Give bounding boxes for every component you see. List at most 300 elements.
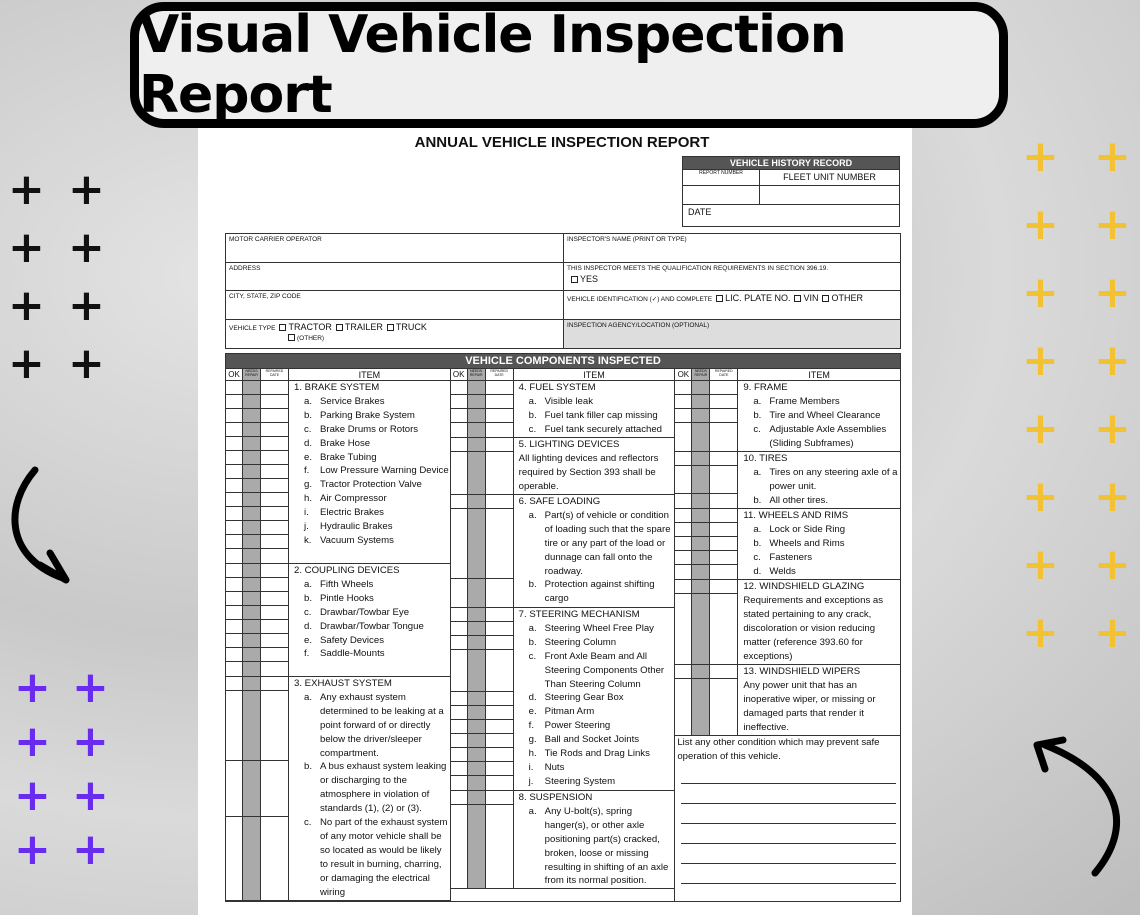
plus-icon: + (1022, 539, 1059, 590)
repaired-date-field[interactable] (486, 791, 514, 804)
needs-repair-checkbox[interactable] (243, 606, 261, 619)
check-row (451, 734, 514, 748)
ok-checkbox[interactable] (451, 509, 468, 578)
repaired-date-field[interactable] (486, 452, 514, 494)
needs-repair-checkbox[interactable] (243, 578, 261, 591)
qualification-label: THIS INSPECTOR MEETS THE QUALIFICATION REQUIREMENTS IN SECTION 396.19. (567, 264, 829, 272)
ok-checkbox[interactable] (226, 437, 243, 450)
repaired-date-field[interactable] (710, 395, 738, 408)
other-conditions-label: List any other condition which may prevent safe operation of this vehicle. (677, 737, 880, 762)
needs-repair-checkbox[interactable] (243, 507, 261, 520)
vin-label: VIN (803, 293, 819, 303)
check-cells (675, 381, 738, 451)
section-text (289, 381, 450, 563)
needs-repair-checkbox[interactable] (692, 494, 710, 508)
other-label: OTHER (831, 293, 863, 303)
check-row (226, 634, 289, 648)
item-letter: h. (528, 748, 537, 760)
needs-repair-checkbox[interactable] (468, 762, 486, 775)
list-item (294, 423, 450, 437)
repaired-date-field[interactable] (710, 679, 738, 735)
plus-icon: + (1094, 403, 1131, 454)
needs-repair-checkbox[interactable] (243, 817, 261, 900)
item-label: Drawbar/Towbar Eye (320, 606, 410, 618)
ok-checkbox[interactable] (451, 409, 468, 422)
repaired-date-field[interactable] (261, 662, 289, 676)
ok-checkbox[interactable] (675, 423, 692, 451)
list-item (294, 606, 450, 620)
list-item (519, 691, 675, 705)
item-letter: b. (304, 761, 313, 773)
repaired-date-field[interactable] (486, 608, 514, 621)
item-label: Safety Devices (320, 634, 384, 646)
ok-checkbox[interactable] (675, 381, 692, 394)
item-label: Vacuum Systems (320, 534, 394, 546)
repaired-date-field[interactable] (261, 409, 289, 422)
ok-checkbox[interactable] (675, 523, 692, 536)
ok-checkbox[interactable] (451, 438, 468, 451)
repaired-date-field[interactable] (261, 395, 289, 408)
other-conditions-line[interactable] (681, 824, 896, 844)
ok-checkbox[interactable] (451, 748, 468, 761)
plus-icon: + (68, 164, 105, 215)
ok-checkbox[interactable] (451, 720, 468, 733)
ok-checkbox[interactable] (226, 578, 243, 591)
truck-checkbox[interactable] (387, 324, 394, 331)
ok-checkbox[interactable] (675, 395, 692, 408)
component-section (226, 564, 450, 677)
repaired-date-field[interactable] (261, 564, 289, 577)
needs-repair-checkbox[interactable] (692, 537, 710, 550)
plus-icon: + (14, 824, 51, 875)
repaired-date-field[interactable] (486, 622, 514, 635)
ok-checkbox[interactable] (226, 395, 243, 408)
other-conditions-line[interactable] (681, 864, 896, 884)
needs-repair-checkbox[interactable] (692, 509, 710, 522)
needs-repair-checkbox[interactable] (468, 495, 486, 508)
needs-repair-checkbox[interactable] (243, 620, 261, 633)
repaired-date-field[interactable] (486, 748, 514, 761)
needs-repair-checkbox[interactable] (468, 438, 486, 451)
needs-repair-checkbox[interactable] (243, 549, 261, 563)
repaired-date-field[interactable] (710, 494, 738, 508)
repaired-date-field[interactable] (710, 523, 738, 536)
repaired-date-field[interactable] (710, 580, 738, 593)
ok-checkbox[interactable] (451, 706, 468, 719)
info-section (225, 233, 901, 349)
needs-repair-checkbox[interactable] (243, 465, 261, 478)
ok-checkbox[interactable] (226, 817, 243, 900)
ok-checkbox[interactable] (675, 665, 692, 678)
ok-checkbox[interactable] (226, 507, 243, 520)
plus-icon: + (14, 770, 51, 821)
check-cells (675, 509, 738, 579)
repaired-date-field[interactable] (710, 466, 738, 493)
item-letter: e. (528, 706, 537, 718)
repaired-date-field[interactable] (261, 535, 289, 548)
trailer-checkbox[interactable] (336, 324, 343, 331)
repaired-date-field[interactable] (486, 692, 514, 705)
item-label: Steering Wheel Free Play (544, 622, 654, 634)
section-text (514, 495, 675, 607)
repaired-date-field[interactable] (261, 691, 289, 760)
ok-checkbox[interactable] (451, 452, 468, 494)
repaired-date-field[interactable] (486, 650, 514, 691)
repaired-date-field[interactable] (261, 479, 289, 492)
needs-repair-checkbox[interactable] (468, 509, 486, 578)
ok-checkbox[interactable] (451, 791, 468, 804)
ok-checkbox[interactable] (675, 594, 692, 664)
ok-checkbox[interactable] (226, 423, 243, 436)
check-cells (451, 438, 514, 494)
needs-repair-checkbox[interactable] (692, 665, 710, 678)
needs-repair-checkbox[interactable] (243, 677, 261, 690)
check-row (226, 592, 289, 606)
item-letter: a. (528, 805, 537, 817)
ok-checkbox[interactable] (451, 650, 468, 691)
check-cells (451, 381, 514, 437)
item-label: Nuts (544, 761, 565, 773)
ok-checkbox[interactable] (675, 679, 692, 735)
ok-checkbox[interactable] (451, 805, 468, 888)
needs-repair-checkbox[interactable] (692, 523, 710, 536)
item-header: ITEM (358, 370, 381, 380)
ok-checkbox[interactable] (675, 466, 692, 493)
repaired-date-field[interactable] (261, 817, 289, 900)
check-row (226, 761, 289, 817)
needs-repair-checkbox[interactable] (243, 634, 261, 647)
needs-repair-checkbox[interactable] (468, 381, 486, 394)
needs-repair-checkbox[interactable] (692, 594, 710, 664)
item-letter: j. (304, 521, 309, 533)
repaired-date-field[interactable] (261, 592, 289, 605)
component-section (675, 381, 900, 452)
repaired-date-field[interactable] (261, 437, 289, 450)
repaired-date-field[interactable] (710, 423, 738, 451)
list-item (294, 691, 450, 761)
other-conditions-line[interactable] (681, 804, 896, 824)
needs-repair-checkbox[interactable] (243, 395, 261, 408)
repaired-date-field[interactable] (486, 734, 514, 747)
needs-repair-checkbox[interactable] (468, 636, 486, 649)
component-section (451, 608, 675, 791)
check-row (226, 564, 289, 578)
ok-checkbox[interactable] (675, 509, 692, 522)
repaired-date-field[interactable] (261, 507, 289, 520)
needs-repair-checkbox[interactable] (243, 423, 261, 436)
ok-checkbox[interactable] (675, 494, 692, 508)
list-item (743, 551, 900, 565)
needs-repair-checkbox[interactable] (243, 479, 261, 492)
ok-checkbox[interactable] (226, 592, 243, 605)
other-conditions-line[interactable] (681, 784, 896, 804)
needs-repair-checkbox[interactable] (468, 608, 486, 621)
needs-repair-checkbox[interactable] (243, 648, 261, 661)
other-conditions-line[interactable] (681, 764, 896, 784)
needs-repair-checkbox[interactable] (468, 706, 486, 719)
component-section (226, 677, 450, 901)
needs-repair-checkbox[interactable] (243, 521, 261, 534)
ok-checkbox[interactable] (226, 451, 243, 464)
repaired-date-field[interactable] (486, 720, 514, 733)
city-field[interactable] (226, 291, 564, 319)
ok-checkbox[interactable] (226, 549, 243, 563)
list-item (519, 578, 675, 606)
section-description: Any power unit that has an inoperative wiper, or missing or damaged parts that render it ineffective. (743, 679, 876, 733)
ok-checkbox[interactable] (226, 691, 243, 760)
item-label: Tire and Wheel Clearance (769, 409, 881, 421)
needs-repair-checkbox[interactable] (468, 423, 486, 437)
needs-repair-checkbox[interactable] (243, 592, 261, 605)
repaired-date-field[interactable] (486, 495, 514, 508)
check-row (451, 395, 514, 409)
ok-checkbox[interactable] (451, 608, 468, 621)
needs-repair-checkbox[interactable] (468, 692, 486, 705)
needs-repair-checkbox[interactable] (692, 395, 710, 408)
repaired-date-field[interactable] (261, 465, 289, 478)
tractor-checkbox[interactable] (279, 324, 286, 331)
needs-repair-checkbox[interactable] (243, 451, 261, 464)
item-label: Brake Hose (320, 437, 371, 449)
needs-repair-checkbox[interactable] (692, 423, 710, 451)
repaired-date-field[interactable] (261, 451, 289, 464)
check-row (675, 395, 738, 409)
check-row (675, 509, 738, 523)
section-title: 5. LIGHTING DEVICES (518, 439, 620, 450)
address-field[interactable] (226, 263, 564, 291)
needs-repair-checkbox[interactable] (243, 409, 261, 422)
needs-repair-checkbox[interactable] (468, 734, 486, 747)
needs-repair-checkbox[interactable] (243, 662, 261, 676)
check-row (451, 495, 514, 509)
repaired-date-field[interactable] (486, 381, 514, 394)
needs-repair-checkbox[interactable] (243, 535, 261, 548)
repaired-date-field[interactable] (486, 409, 514, 422)
ok-checkbox[interactable] (451, 776, 468, 790)
needs-repair-checkbox[interactable] (468, 791, 486, 804)
needs-repair-checkbox[interactable] (692, 551, 710, 564)
ok-checkbox[interactable] (226, 620, 243, 633)
needs-repair-checkbox[interactable] (468, 720, 486, 733)
repaired-date-field[interactable] (261, 606, 289, 619)
check-row (226, 423, 289, 437)
repaired-date-field[interactable] (486, 706, 514, 719)
repaired-date-field[interactable] (261, 648, 289, 661)
other-checkbox[interactable] (822, 295, 829, 302)
ok-checkbox[interactable] (226, 535, 243, 548)
section-text (514, 438, 675, 494)
motor-carrier-field[interactable] (226, 234, 564, 262)
item-letter: a. (304, 395, 313, 407)
repaired-date-field[interactable] (261, 761, 289, 816)
repaired-date-field[interactable] (710, 537, 738, 550)
check-row (451, 791, 514, 805)
ok-checkbox[interactable] (675, 580, 692, 593)
repaired-date-field[interactable] (486, 423, 514, 437)
check-row (451, 706, 514, 720)
needs-repair-checkbox[interactable] (692, 580, 710, 593)
needs-repair-checkbox[interactable] (243, 381, 261, 394)
needs-repair-checkbox[interactable] (468, 776, 486, 790)
repaired-date-field[interactable] (261, 677, 289, 690)
ok-checkbox[interactable] (226, 521, 243, 534)
check-row (675, 665, 738, 679)
report-number-field[interactable] (683, 186, 760, 204)
ok-checkbox[interactable] (451, 636, 468, 649)
ok-checkbox[interactable] (226, 634, 243, 647)
ok-checkbox[interactable] (226, 564, 243, 577)
needs-repair-checkbox[interactable] (468, 650, 486, 691)
date-field[interactable] (683, 205, 899, 226)
repaired-date-field[interactable] (710, 594, 738, 664)
ok-checkbox[interactable] (451, 622, 468, 635)
ok-checkbox[interactable] (226, 479, 243, 492)
ok-checkbox[interactable] (226, 409, 243, 422)
repaired-date-field[interactable] (486, 636, 514, 649)
repaired-date-field[interactable] (261, 620, 289, 633)
item-letter: e. (304, 634, 313, 646)
item-letter: e. (304, 451, 313, 463)
repaired-date-field[interactable] (261, 423, 289, 436)
repaired-date-field[interactable] (486, 762, 514, 775)
plus-icon: + (14, 662, 51, 713)
check-row (451, 762, 514, 776)
repaired-date-field[interactable] (486, 509, 514, 578)
repaired-date-field[interactable] (486, 395, 514, 408)
other-conditions (675, 736, 900, 884)
inspector-name-field[interactable] (564, 234, 900, 262)
ok-checkbox[interactable] (675, 565, 692, 579)
item-label: Drawbar/Towbar Tongue (320, 620, 424, 632)
list-item (294, 409, 450, 423)
repaired-date-field[interactable] (486, 579, 514, 607)
ok-checkbox[interactable] (451, 381, 468, 394)
repaired-date-field[interactable] (710, 509, 738, 522)
needs-repair-checkbox[interactable] (468, 395, 486, 408)
ok-checkbox[interactable] (226, 677, 243, 690)
repaired-date-field[interactable] (261, 521, 289, 534)
needs-repair-checkbox[interactable] (692, 409, 710, 422)
needs-repair-checkbox[interactable] (468, 409, 486, 422)
list-item (294, 816, 450, 899)
needs-repair-checkbox[interactable] (468, 579, 486, 607)
ok-checkbox[interactable] (226, 381, 243, 394)
ok-checkbox[interactable] (451, 692, 468, 705)
other-conditions-line[interactable] (681, 844, 896, 864)
lic-plate-checkbox[interactable] (716, 295, 723, 302)
repaired-date-field[interactable] (710, 665, 738, 678)
needs-repair-checkbox[interactable] (243, 437, 261, 450)
ok-checkbox[interactable] (226, 648, 243, 661)
item-letter: f. (304, 648, 310, 660)
repaired-date-field[interactable] (486, 805, 514, 888)
repaired-date-field[interactable] (710, 409, 738, 422)
needs-repair-checkbox[interactable] (692, 565, 710, 579)
ok-checkbox[interactable] (451, 762, 468, 775)
needs-repair-checkbox[interactable] (468, 748, 486, 761)
fleet-unit-field[interactable] (760, 186, 899, 204)
item-letter: a. (528, 622, 537, 634)
ok-checkbox[interactable] (226, 662, 243, 676)
item-label: Tie Rods and Drag Links (544, 748, 650, 760)
component-section (451, 381, 675, 438)
list-item (294, 534, 450, 548)
repaired-date-field[interactable] (710, 452, 738, 465)
item-letter: k. (304, 534, 312, 546)
ok-checkbox[interactable] (675, 551, 692, 564)
check-row (226, 493, 289, 507)
repaired-date-field[interactable] (710, 565, 738, 579)
other-type-checkbox[interactable] (288, 334, 295, 341)
needs-repair-checkbox[interactable] (243, 691, 261, 760)
repaired-date-field[interactable] (710, 381, 738, 394)
ok-checkbox[interactable] (226, 465, 243, 478)
item-letter: a. (753, 466, 762, 478)
repaired-date-field[interactable] (261, 381, 289, 394)
ok-checkbox[interactable] (451, 395, 468, 408)
needs-repair-checkbox[interactable] (468, 622, 486, 635)
repaired-date-field[interactable] (486, 438, 514, 451)
ok-checkbox[interactable] (675, 537, 692, 550)
repaired-date-header: REPAIRED DATE (710, 369, 738, 380)
list-item (294, 592, 450, 606)
repaired-date-field[interactable] (486, 776, 514, 790)
tractor-label: TRACTOR (288, 321, 332, 332)
needs-repair-checkbox[interactable] (468, 805, 486, 888)
ok-checkbox[interactable] (675, 409, 692, 422)
list-item (743, 494, 900, 508)
needs-repair-checkbox[interactable] (692, 466, 710, 493)
ok-checkbox[interactable] (226, 606, 243, 619)
yes-checkbox[interactable] (571, 276, 578, 283)
needs-repair-checkbox[interactable] (692, 679, 710, 735)
repaired-date-field[interactable] (261, 493, 289, 506)
check-row (675, 537, 738, 551)
check-row (226, 620, 289, 634)
ok-checkbox[interactable] (226, 493, 243, 506)
check-row (675, 551, 738, 565)
ok-header: OK (675, 369, 692, 380)
repaired-date-header: REPAIRED DATE (486, 369, 514, 380)
ok-checkbox[interactable] (451, 734, 468, 747)
repaired-date-field[interactable] (261, 578, 289, 591)
needs-repair-checkbox[interactable] (692, 452, 710, 465)
needs-repair-checkbox[interactable] (243, 493, 261, 506)
ok-checkbox[interactable] (226, 761, 243, 816)
ok-checkbox[interactable] (451, 495, 468, 508)
repaired-date-field[interactable] (261, 549, 289, 563)
section-title: 4. FUEL SYSTEM (518, 382, 596, 393)
ok-checkbox[interactable] (675, 452, 692, 465)
check-row (226, 691, 289, 761)
section-title: 6. SAFE LOADING (518, 496, 601, 507)
item-label: Service Brakes (320, 395, 385, 407)
repaired-date-field[interactable] (710, 551, 738, 564)
needs-repair-checkbox[interactable] (468, 452, 486, 494)
list-item (294, 520, 450, 534)
plus-icon: + (1094, 539, 1131, 590)
needs-repair-checkbox[interactable] (243, 564, 261, 577)
ok-checkbox[interactable] (451, 423, 468, 437)
needs-repair-checkbox[interactable] (243, 761, 261, 816)
ok-checkbox[interactable] (451, 579, 468, 607)
item-label: Fuel tank securely attached (544, 423, 662, 435)
vin-checkbox[interactable] (794, 295, 801, 302)
needs-repair-checkbox[interactable] (692, 381, 710, 394)
item-letter: a. (528, 395, 537, 407)
repaired-date-field[interactable] (261, 634, 289, 647)
agency-field[interactable] (564, 320, 900, 349)
